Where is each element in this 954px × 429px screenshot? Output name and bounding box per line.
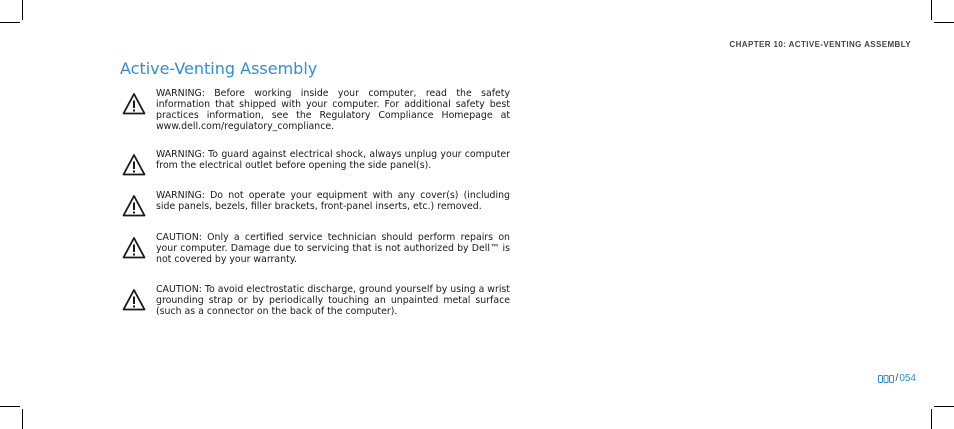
notice-text: WARNING: Before working inside your computer, read the safety information that shipped with your computer. For additional safety best practices information, see the Regulatory Compliance Homepage at www.dell.com/regulatory_compliance. (156, 88, 510, 132)
crop-mark (931, 409, 932, 429)
warning-triangle-icon (122, 236, 146, 260)
page-number-value: 054 (899, 373, 916, 384)
crop-mark (934, 406, 954, 407)
notice-item (120, 88, 510, 132)
warning-triangle-icon (122, 153, 146, 177)
notice-text: WARNING: To guard against electrical shock, always unplug your computer from the electrical outlet before opening the side panel(s). (156, 149, 510, 171)
notice-item (120, 284, 510, 317)
crop-mark (934, 22, 954, 23)
notice-text: CAUTION: Only a certified service technician should perform repairs on your computer. Damage due to servicing that is not authorized by Dell™ is not covered by your warranty. (156, 232, 510, 265)
page-number (878, 373, 916, 384)
page-separator: / (895, 373, 899, 384)
alienware-logo-icon (878, 375, 894, 383)
warning-triangle-icon (122, 288, 146, 312)
crop-mark (931, 0, 932, 20)
notice-item (120, 149, 510, 177)
notice-item (120, 232, 510, 265)
page-title: Active-Venting Assembly (120, 59, 318, 78)
chapter-header: CHAPTER 10: ACTIVE-VENTING ASSEMBLY (729, 40, 911, 49)
crop-mark (22, 0, 23, 20)
notice-item (120, 190, 510, 218)
crop-mark (0, 22, 20, 23)
warning-triangle-icon (122, 92, 146, 116)
crop-mark (22, 409, 23, 429)
notice-text: WARNING: Do not operate your equipment with any cover(s) (including side panels, bezels, filler brackets, front-panel inserts, etc.) removed. (156, 190, 510, 212)
warning-triangle-icon (122, 194, 146, 218)
notice-text: CAUTION: To avoid electrostatic discharge, ground yourself by using a wrist grounding strap or by periodically touching an unpainted metal surface (such as a connector on the back of the computer). (156, 284, 510, 317)
crop-mark (0, 406, 20, 407)
